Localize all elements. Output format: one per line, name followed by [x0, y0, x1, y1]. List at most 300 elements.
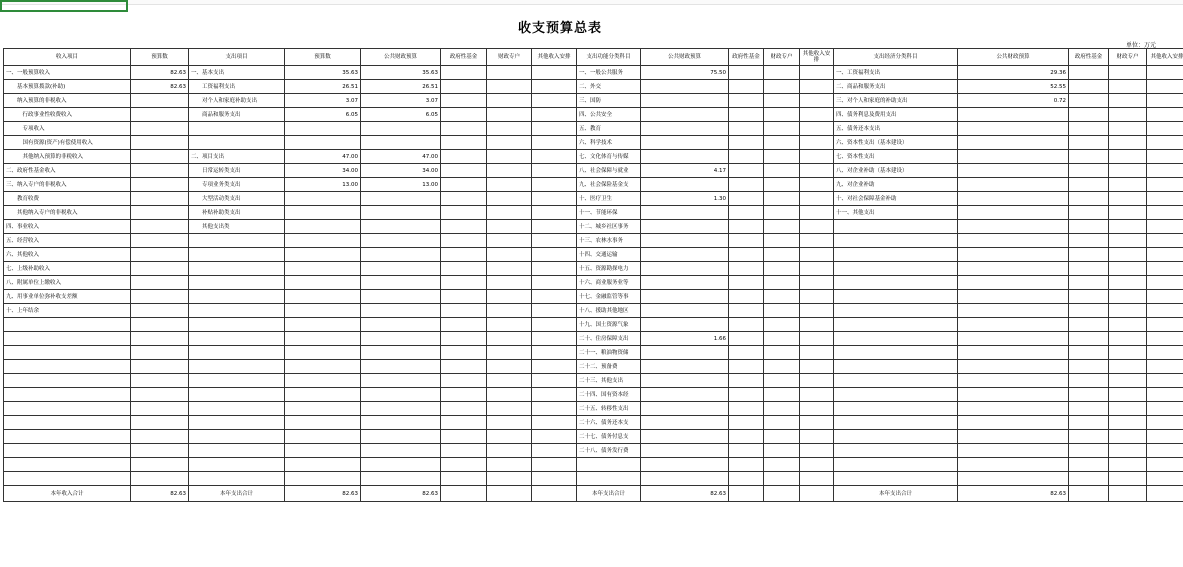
table-cell[interactable]: 本年收入合计	[4, 486, 131, 502]
table-cell[interactable]	[532, 178, 577, 192]
table-cell[interactable]	[189, 234, 285, 248]
table-cell[interactable]	[1109, 164, 1147, 178]
table-cell[interactable]	[729, 178, 764, 192]
table-cell[interactable]: 九、社会保险基金支	[577, 178, 641, 192]
table-cell[interactable]	[1147, 416, 1183, 430]
table-cell[interactable]	[1109, 206, 1147, 220]
column-header[interactable]: 公共财政预算	[958, 49, 1069, 66]
table-cell[interactable]	[1069, 346, 1109, 360]
table-cell[interactable]	[131, 430, 189, 444]
table-cell[interactable]	[361, 402, 441, 416]
table-cell[interactable]	[764, 416, 800, 430]
table-cell[interactable]	[764, 66, 800, 80]
table-cell[interactable]	[285, 374, 361, 388]
table-cell[interactable]	[532, 192, 577, 206]
table-cell[interactable]	[764, 80, 800, 94]
table-cell[interactable]	[1147, 458, 1183, 472]
table-cell[interactable]: 二十六、债务还本支	[577, 416, 641, 430]
table-cell[interactable]	[800, 80, 834, 94]
table-cell[interactable]	[1147, 262, 1183, 276]
table-cell[interactable]	[1069, 178, 1109, 192]
table-cell[interactable]: 35.63	[285, 66, 361, 80]
table-cell[interactable]	[441, 94, 487, 108]
table-cell[interactable]	[532, 66, 577, 80]
table-cell[interactable]	[189, 304, 285, 318]
table-cell[interactable]	[1069, 220, 1109, 234]
table-cell[interactable]	[361, 416, 441, 430]
column-header[interactable]: 公共财政预算	[361, 49, 441, 66]
table-cell[interactable]	[764, 94, 800, 108]
table-cell[interactable]: 十、上年结余	[4, 304, 131, 318]
table-cell[interactable]	[1109, 318, 1147, 332]
table-cell[interactable]	[361, 192, 441, 206]
column-header[interactable]: 政府性基金	[1069, 49, 1109, 66]
table-cell[interactable]	[800, 262, 834, 276]
table-cell[interactable]	[800, 360, 834, 374]
table-cell[interactable]	[800, 206, 834, 220]
table-cell[interactable]	[361, 234, 441, 248]
table-cell[interactable]	[641, 444, 729, 458]
table-cell[interactable]	[441, 458, 487, 472]
table-cell[interactable]	[729, 346, 764, 360]
table-cell[interactable]	[641, 94, 729, 108]
table-cell[interactable]	[532, 416, 577, 430]
table-cell[interactable]: 二、外交	[577, 80, 641, 94]
table-cell[interactable]: 82.63	[958, 486, 1069, 502]
table-cell[interactable]: 十五、资源勘探电力	[577, 262, 641, 276]
table-cell[interactable]	[729, 94, 764, 108]
table-cell[interactable]	[441, 206, 487, 220]
table-cell[interactable]: 八、社会保障与就业	[577, 164, 641, 178]
table-cell[interactable]	[532, 430, 577, 444]
table-cell[interactable]	[189, 360, 285, 374]
table-cell[interactable]	[1109, 458, 1147, 472]
table-cell[interactable]	[958, 136, 1069, 150]
table-cell[interactable]	[441, 136, 487, 150]
table-cell[interactable]	[764, 220, 800, 234]
table-cell[interactable]	[532, 402, 577, 416]
table-cell[interactable]	[641, 136, 729, 150]
table-cell[interactable]	[641, 108, 729, 122]
table-cell[interactable]	[641, 374, 729, 388]
table-cell[interactable]	[1069, 234, 1109, 248]
table-cell[interactable]	[532, 248, 577, 262]
table-cell[interactable]	[4, 318, 131, 332]
table-cell[interactable]: 五、教育	[577, 122, 641, 136]
table-cell[interactable]	[800, 402, 834, 416]
table-cell[interactable]: 工资福利支出	[189, 80, 285, 94]
table-cell[interactable]: 一、一般预算收入	[4, 66, 131, 80]
table-cell[interactable]	[1069, 66, 1109, 80]
table-cell[interactable]	[958, 360, 1069, 374]
table-cell[interactable]: 十九、国土资源气象	[577, 318, 641, 332]
table-cell[interactable]	[131, 108, 189, 122]
table-cell[interactable]	[532, 444, 577, 458]
table-cell[interactable]	[487, 290, 532, 304]
table-cell[interactable]	[361, 388, 441, 402]
table-cell[interactable]	[441, 360, 487, 374]
table-cell[interactable]: 十一、其他支出	[834, 206, 958, 220]
table-cell[interactable]	[1147, 360, 1183, 374]
table-cell[interactable]	[441, 178, 487, 192]
table-cell[interactable]	[958, 220, 1069, 234]
table-cell[interactable]: 十八、援助其他地区	[577, 304, 641, 318]
table-cell[interactable]	[441, 486, 487, 502]
table-cell[interactable]	[834, 388, 958, 402]
table-cell[interactable]	[487, 472, 532, 486]
table-cell[interactable]	[1147, 374, 1183, 388]
table-cell[interactable]	[441, 192, 487, 206]
table-cell[interactable]	[1109, 66, 1147, 80]
table-cell[interactable]	[189, 136, 285, 150]
table-cell[interactable]	[800, 248, 834, 262]
table-cell[interactable]	[764, 276, 800, 290]
table-cell[interactable]	[441, 122, 487, 136]
table-cell[interactable]	[958, 304, 1069, 318]
table-cell[interactable]	[131, 346, 189, 360]
table-cell[interactable]	[532, 388, 577, 402]
table-cell[interactable]: 82.63	[131, 66, 189, 80]
table-cell[interactable]	[764, 458, 800, 472]
table-cell[interactable]	[729, 318, 764, 332]
table-cell[interactable]	[958, 262, 1069, 276]
table-cell[interactable]: 九、对企业补助	[834, 178, 958, 192]
table-cell[interactable]	[285, 416, 361, 430]
table-cell[interactable]	[1147, 122, 1183, 136]
table-cell[interactable]	[4, 360, 131, 374]
column-header[interactable]: 财政专户	[487, 49, 532, 66]
table-cell[interactable]	[641, 318, 729, 332]
table-cell[interactable]	[1069, 262, 1109, 276]
table-cell[interactable]: 52.55	[958, 80, 1069, 94]
table-cell[interactable]	[487, 304, 532, 318]
table-cell[interactable]	[800, 388, 834, 402]
table-cell[interactable]	[1109, 220, 1147, 234]
table-cell[interactable]: 二十五、转移性支出	[577, 402, 641, 416]
table-cell[interactable]	[131, 178, 189, 192]
table-cell[interactable]	[1109, 374, 1147, 388]
table-cell[interactable]	[1109, 192, 1147, 206]
table-cell[interactable]	[764, 206, 800, 220]
table-cell[interactable]	[285, 220, 361, 234]
table-cell[interactable]: 13.00	[285, 178, 361, 192]
table-cell[interactable]	[285, 430, 361, 444]
table-cell[interactable]	[641, 276, 729, 290]
table-cell[interactable]	[834, 220, 958, 234]
table-cell[interactable]	[285, 318, 361, 332]
table-cell[interactable]	[441, 402, 487, 416]
table-cell[interactable]: 五、债务还本支出	[834, 122, 958, 136]
table-cell[interactable]	[285, 234, 361, 248]
table-cell[interactable]	[1069, 164, 1109, 178]
table-cell[interactable]: 34.00	[361, 164, 441, 178]
table-cell[interactable]	[487, 430, 532, 444]
table-cell[interactable]	[1069, 472, 1109, 486]
table-cell[interactable]	[4, 346, 131, 360]
table-cell[interactable]	[958, 290, 1069, 304]
table-cell[interactable]	[1109, 136, 1147, 150]
table-cell[interactable]	[958, 122, 1069, 136]
table-cell[interactable]	[361, 360, 441, 374]
table-cell[interactable]: 专项业务类支出	[189, 178, 285, 192]
table-cell[interactable]	[800, 234, 834, 248]
table-cell[interactable]	[729, 472, 764, 486]
table-cell[interactable]	[1147, 304, 1183, 318]
table-cell[interactable]	[1069, 332, 1109, 346]
table-cell[interactable]	[361, 122, 441, 136]
table-cell[interactable]	[1069, 248, 1109, 262]
table-cell[interactable]	[958, 430, 1069, 444]
table-cell[interactable]	[285, 262, 361, 276]
table-cell[interactable]	[532, 304, 577, 318]
table-cell[interactable]	[800, 304, 834, 318]
table-cell[interactable]	[189, 346, 285, 360]
table-cell[interactable]	[131, 206, 189, 220]
table-cell[interactable]	[131, 402, 189, 416]
table-cell[interactable]	[800, 472, 834, 486]
table-cell[interactable]	[1147, 290, 1183, 304]
table-cell[interactable]	[441, 80, 487, 94]
table-cell[interactable]	[729, 108, 764, 122]
table-cell[interactable]	[641, 472, 729, 486]
column-header[interactable]: 支出功能分类科目	[577, 49, 641, 66]
table-cell[interactable]	[189, 276, 285, 290]
table-cell[interactable]	[1147, 472, 1183, 486]
column-header[interactable]: 支出项目	[189, 49, 285, 66]
table-cell[interactable]	[577, 458, 641, 472]
table-cell[interactable]	[131, 276, 189, 290]
table-cell[interactable]: 二、商品和服务支出	[834, 80, 958, 94]
table-cell[interactable]	[1069, 318, 1109, 332]
table-cell[interactable]	[729, 234, 764, 248]
table-cell[interactable]	[764, 318, 800, 332]
table-cell[interactable]	[800, 220, 834, 234]
table-cell[interactable]	[361, 220, 441, 234]
table-cell[interactable]	[532, 374, 577, 388]
table-cell[interactable]	[1147, 332, 1183, 346]
table-cell[interactable]	[189, 416, 285, 430]
table-cell[interactable]	[1069, 458, 1109, 472]
table-cell[interactable]	[958, 248, 1069, 262]
column-header[interactable]: 其他收入安排	[1147, 49, 1183, 66]
table-cell[interactable]	[189, 262, 285, 276]
table-cell[interactable]	[800, 346, 834, 360]
table-cell[interactable]: 6.05	[285, 108, 361, 122]
table-cell[interactable]	[1147, 192, 1183, 206]
table-cell[interactable]: 五、经营收入	[4, 234, 131, 248]
table-cell[interactable]	[1109, 234, 1147, 248]
table-cell[interactable]	[729, 276, 764, 290]
table-cell[interactable]	[131, 192, 189, 206]
table-cell[interactable]	[487, 220, 532, 234]
table-cell[interactable]	[834, 318, 958, 332]
table-cell[interactable]: 82.63	[285, 486, 361, 502]
table-cell[interactable]	[958, 206, 1069, 220]
table-cell[interactable]	[958, 150, 1069, 164]
table-cell[interactable]	[361, 346, 441, 360]
table-cell[interactable]	[361, 318, 441, 332]
table-cell[interactable]	[764, 332, 800, 346]
table-cell[interactable]	[487, 346, 532, 360]
table-cell[interactable]	[764, 388, 800, 402]
table-cell[interactable]	[1147, 136, 1183, 150]
table-cell[interactable]	[189, 472, 285, 486]
table-cell[interactable]: 教育收费	[4, 192, 131, 206]
table-cell[interactable]: 82.63	[361, 486, 441, 502]
table-cell[interactable]	[131, 318, 189, 332]
table-cell[interactable]	[441, 346, 487, 360]
table-cell[interactable]	[834, 276, 958, 290]
table-cell[interactable]	[441, 444, 487, 458]
table-cell[interactable]	[285, 346, 361, 360]
table-cell[interactable]	[1109, 360, 1147, 374]
column-header[interactable]: 财政专户	[764, 49, 800, 66]
table-cell[interactable]	[189, 430, 285, 444]
table-cell[interactable]	[834, 346, 958, 360]
table-cell[interactable]: 八、附属单位上缴收入	[4, 276, 131, 290]
table-cell[interactable]	[764, 192, 800, 206]
table-cell[interactable]: 26.51	[361, 80, 441, 94]
table-cell[interactable]	[441, 108, 487, 122]
table-cell[interactable]	[487, 66, 532, 80]
table-cell[interactable]	[441, 318, 487, 332]
table-cell[interactable]	[4, 388, 131, 402]
table-cell[interactable]	[1069, 486, 1109, 502]
table-cell[interactable]	[361, 332, 441, 346]
table-cell[interactable]	[800, 276, 834, 290]
table-cell[interactable]	[1147, 346, 1183, 360]
table-cell[interactable]	[764, 150, 800, 164]
table-cell[interactable]	[189, 388, 285, 402]
table-cell[interactable]	[532, 332, 577, 346]
table-cell[interactable]	[641, 430, 729, 444]
table-cell[interactable]: 本年支出合计	[577, 486, 641, 502]
table-cell[interactable]	[764, 262, 800, 276]
table-cell[interactable]	[4, 430, 131, 444]
table-cell[interactable]: 75.50	[641, 66, 729, 80]
table-cell[interactable]: 四、债务利息及费用支出	[834, 108, 958, 122]
table-cell[interactable]: 对个人和家庭补助支出	[189, 94, 285, 108]
table-cell[interactable]	[487, 444, 532, 458]
table-cell[interactable]	[1109, 388, 1147, 402]
table-cell[interactable]	[532, 220, 577, 234]
table-cell[interactable]	[1109, 108, 1147, 122]
table-cell[interactable]	[131, 444, 189, 458]
table-cell[interactable]: 其他纳入专户的非税收入	[4, 206, 131, 220]
column-header[interactable]: 预算数	[285, 49, 361, 66]
table-cell[interactable]	[1109, 416, 1147, 430]
table-cell[interactable]	[441, 416, 487, 430]
table-cell[interactable]: 十、医疗卫生	[577, 192, 641, 206]
table-cell[interactable]	[131, 458, 189, 472]
table-cell[interactable]: 其他纳入预算的非税收入	[4, 150, 131, 164]
table-cell[interactable]	[800, 458, 834, 472]
table-cell[interactable]	[441, 66, 487, 80]
table-cell[interactable]	[532, 80, 577, 94]
table-cell[interactable]	[532, 150, 577, 164]
column-header[interactable]: 政府性基金	[441, 49, 487, 66]
table-cell[interactable]	[641, 416, 729, 430]
table-cell[interactable]	[764, 472, 800, 486]
table-cell[interactable]	[764, 136, 800, 150]
table-cell[interactable]	[532, 206, 577, 220]
table-cell[interactable]	[285, 290, 361, 304]
table-cell[interactable]	[1147, 248, 1183, 262]
table-cell[interactable]	[1147, 94, 1183, 108]
table-cell[interactable]: 十一、节能环保	[577, 206, 641, 220]
table-cell[interactable]: 国有资源(资产)有偿使用收入	[4, 136, 131, 150]
table-cell[interactable]	[800, 178, 834, 192]
table-cell[interactable]	[1147, 276, 1183, 290]
table-cell[interactable]	[1069, 206, 1109, 220]
table-cell[interactable]	[189, 318, 285, 332]
table-cell[interactable]	[487, 206, 532, 220]
table-cell[interactable]: 十三、农林水事务	[577, 234, 641, 248]
table-cell[interactable]	[285, 444, 361, 458]
table-cell[interactable]	[800, 444, 834, 458]
table-cell[interactable]	[1069, 122, 1109, 136]
table-cell[interactable]	[441, 276, 487, 290]
table-cell[interactable]	[729, 262, 764, 276]
table-cell[interactable]	[285, 248, 361, 262]
table-cell[interactable]: 二十八、债务发行费	[577, 444, 641, 458]
table-cell[interactable]: 二十、住房保障支出	[577, 332, 641, 346]
table-cell[interactable]: 3.07	[285, 94, 361, 108]
table-cell[interactable]	[487, 458, 532, 472]
table-cell[interactable]: 十七、金融监管等事	[577, 290, 641, 304]
table-cell[interactable]: 七、上级补助收入	[4, 262, 131, 276]
table-cell[interactable]	[1109, 472, 1147, 486]
table-cell[interactable]	[764, 360, 800, 374]
table-cell[interactable]: 4.17	[641, 164, 729, 178]
table-cell[interactable]: 纳入预算的非税收入	[4, 94, 131, 108]
table-cell[interactable]	[834, 304, 958, 318]
table-cell[interactable]: 三、纳入专户的非税收入	[4, 178, 131, 192]
table-cell[interactable]	[1069, 444, 1109, 458]
table-cell[interactable]	[361, 430, 441, 444]
table-cell[interactable]	[577, 472, 641, 486]
table-cell[interactable]	[729, 416, 764, 430]
table-cell[interactable]	[532, 94, 577, 108]
table-cell[interactable]	[641, 206, 729, 220]
table-cell[interactable]	[441, 374, 487, 388]
table-cell[interactable]	[1147, 220, 1183, 234]
table-cell[interactable]	[1069, 94, 1109, 108]
table-cell[interactable]	[1069, 80, 1109, 94]
table-cell[interactable]: 四、事业收入	[4, 220, 131, 234]
table-cell[interactable]	[1069, 276, 1109, 290]
table-cell[interactable]	[361, 458, 441, 472]
table-cell[interactable]: 三、国防	[577, 94, 641, 108]
table-cell[interactable]: 3.07	[361, 94, 441, 108]
table-cell[interactable]	[532, 164, 577, 178]
table-cell[interactable]	[1147, 164, 1183, 178]
table-cell[interactable]: 26.51	[285, 80, 361, 94]
table-cell[interactable]	[834, 458, 958, 472]
column-header[interactable]: 其他收入安排	[532, 49, 577, 66]
table-cell[interactable]: 补贴补助类支出	[189, 206, 285, 220]
table-cell[interactable]	[729, 304, 764, 318]
table-cell[interactable]	[131, 472, 189, 486]
table-cell[interactable]: 82.63	[131, 486, 189, 502]
table-cell[interactable]	[764, 290, 800, 304]
table-cell[interactable]	[641, 402, 729, 416]
column-header[interactable]: 收入项目	[4, 49, 131, 66]
table-cell[interactable]	[729, 206, 764, 220]
table-cell[interactable]: 日常运转类支出	[189, 164, 285, 178]
table-cell[interactable]	[1109, 430, 1147, 444]
table-cell[interactable]	[487, 136, 532, 150]
